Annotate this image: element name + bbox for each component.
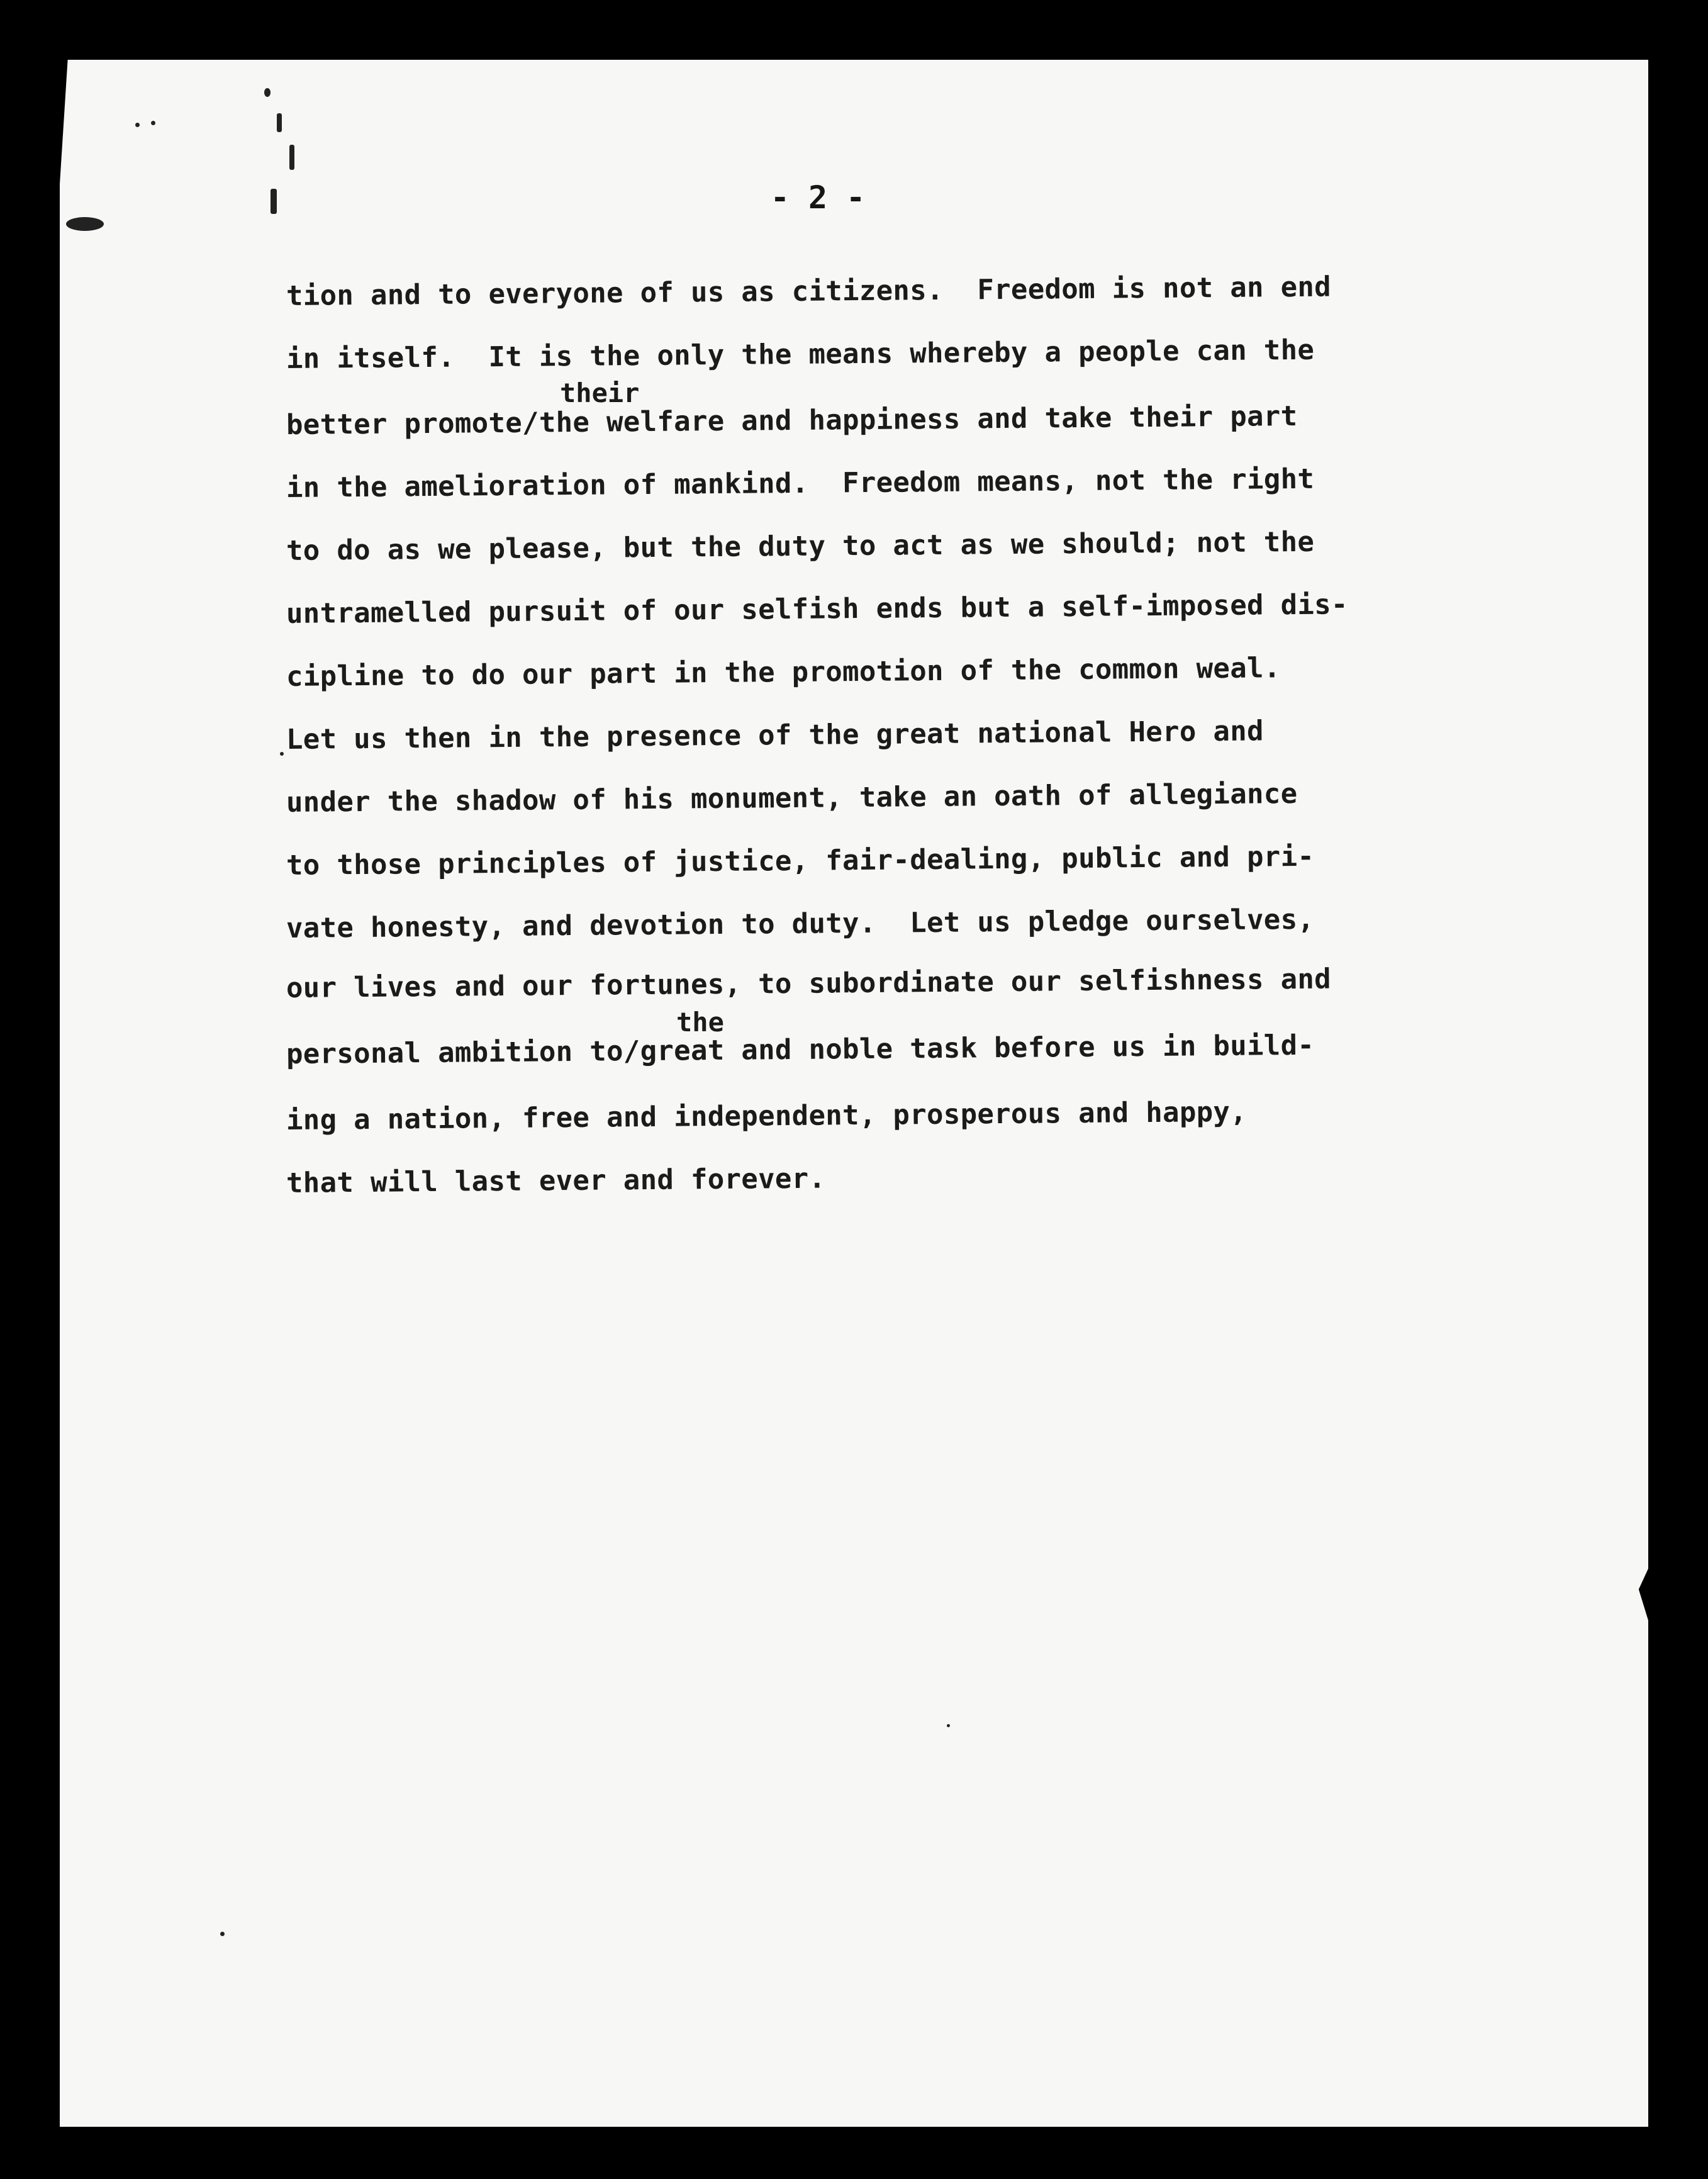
text-line-1: tion and to everyone of us as citizens. Freedom is not an end — [286, 271, 1332, 312]
text-line-4: in the amelioration of mankind. Freedom means, not the right — [286, 462, 1315, 504]
staple-mark — [264, 88, 271, 97]
text-line-12: our lives and our fortunes, to subordinate our selfishness and — [286, 963, 1332, 1004]
text-line-8: Let us then in the presence of the great national Hero and — [286, 715, 1264, 756]
text-line-5: to do as we please, but the duty to act as we should; not the — [286, 525, 1315, 567]
page-number: - 2 - — [770, 179, 866, 216]
text-line-11: vate honesty, and devotion to duty. Let us pledge ourselves, — [286, 903, 1315, 944]
dot-mark — [135, 123, 140, 127]
text-line-9: under the shadow of his monument, take an oath of allegiance — [286, 777, 1298, 819]
dot-mark — [947, 1724, 950, 1727]
text-line-13: personal ambition to/great and noble task before us in build- — [286, 1029, 1315, 1070]
dot-mark — [280, 752, 284, 756]
text-line-2: in itself. It is the only the means whereby a people can the — [286, 333, 1315, 375]
dot-mark — [220, 1932, 225, 1936]
staple-mark — [289, 145, 294, 170]
handwritten-insertion-the: the — [676, 1007, 724, 1038]
text-line-3: better promote/the welfare and happiness and take their part — [286, 400, 1298, 441]
ink-blot — [66, 217, 104, 231]
text-line-15: that will last ever and forever. — [286, 1162, 826, 1199]
text-line-6: untramelled pursuit of our selfish ends but a self-imposed dis- — [286, 588, 1348, 630]
staple-mark — [271, 189, 277, 214]
dot-mark — [151, 121, 155, 125]
text-line-14: ing a nation, free and independent, prosperous and happy, — [286, 1095, 1248, 1136]
staple-mark — [277, 113, 282, 132]
text-line-7: cipline to do our part in the promotion of the common weal. — [286, 652, 1281, 693]
handwritten-insertion-their: their — [560, 378, 640, 408]
text-line-10: to those principles of justice, fair-dealing, public and pri- — [286, 840, 1315, 882]
